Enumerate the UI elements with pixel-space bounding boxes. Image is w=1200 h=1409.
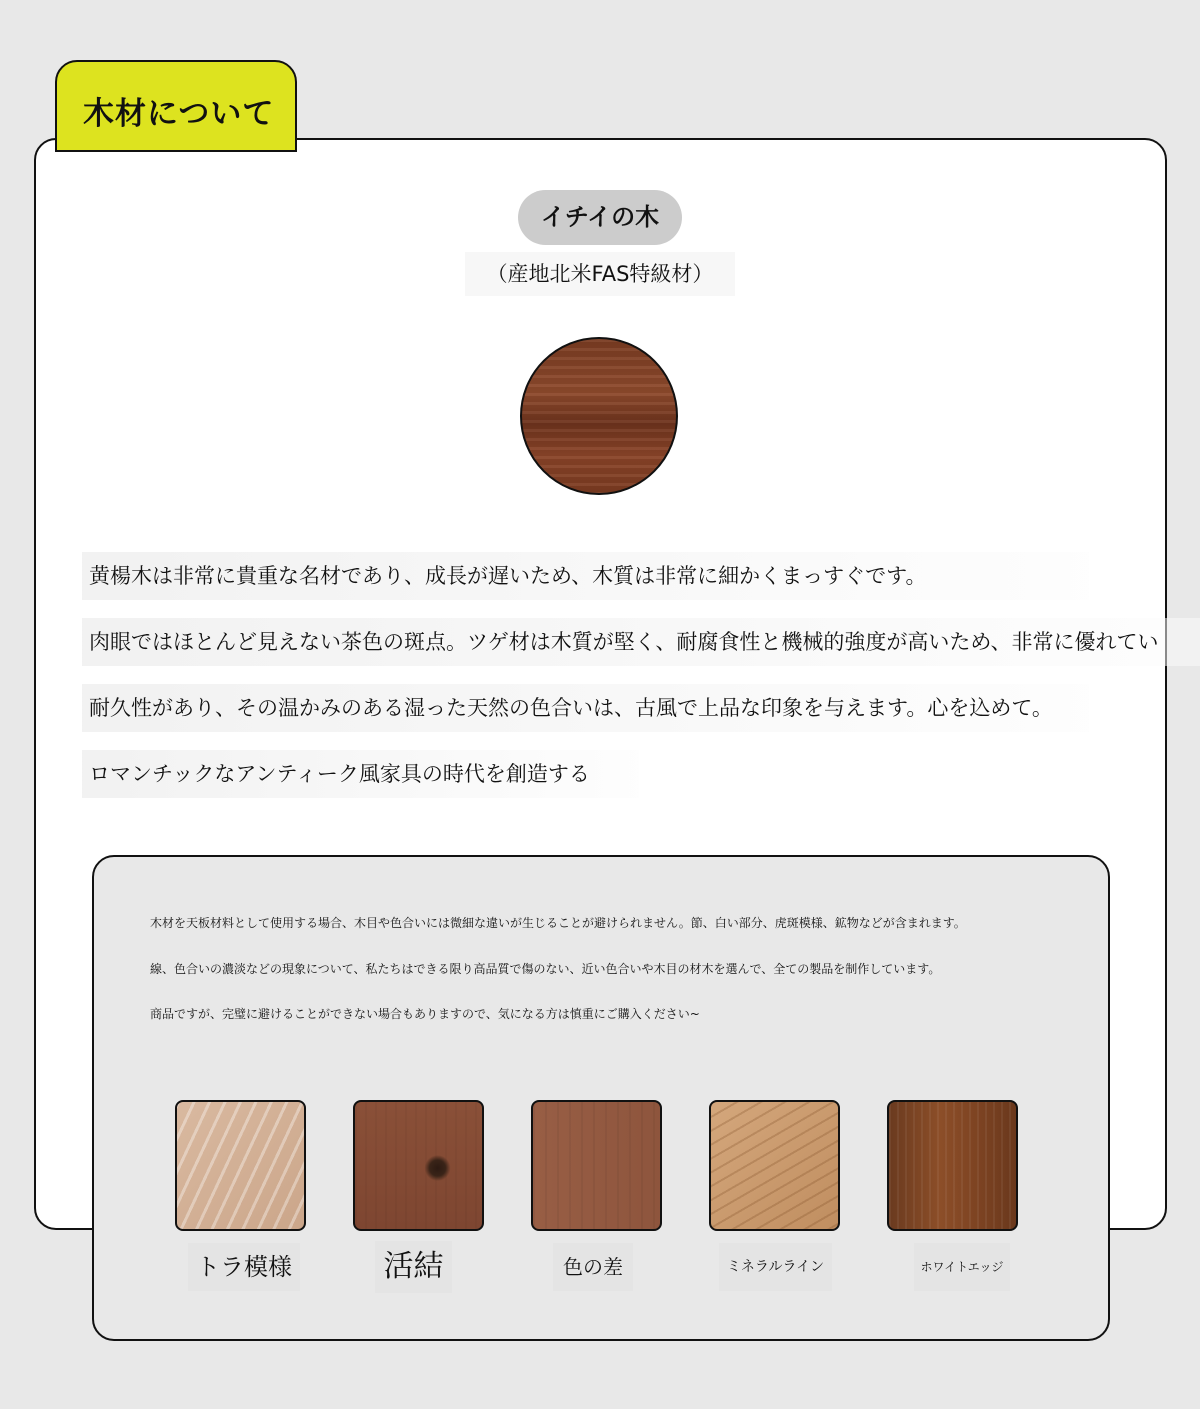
swatch-label-live-knot: 活結: [375, 1241, 452, 1293]
tiger-stripe-swatch-icon: [175, 1100, 306, 1231]
swatch-label-mineral-line: ミネラルライン: [719, 1243, 832, 1291]
description-line-1: 黄楊木は非常に貴重な名材であり、成長が遅いため、木質は非常に細かくまっすぐです。: [82, 552, 1089, 600]
swatch-label-color-difference: 色の差: [553, 1243, 633, 1291]
note-line-2: 線、色合いの濃淡などの現象について、私たちはできる限り高品質で傷のない、近い色合いや木目の材木を選んで、全ての製品を制作しています。: [150, 962, 941, 976]
description-line-3: 耐久性があり、その温かみのある湿った天然の色合いは、古風で上品な印象を与えます。心を込めて。: [82, 684, 1089, 732]
mineral-line-swatch-icon: [709, 1100, 840, 1231]
wood-origin: （産地北米FAS特級材）: [465, 252, 735, 296]
swatch-label-white-edge: ホワイトエッジ: [914, 1243, 1010, 1291]
wood-name-badge: イチイの木: [518, 190, 682, 245]
description-line-2: 肉眼ではほとんど見えない茶色の斑点。ツゲ材は木質が堅く、耐腐食性と機械的強度が高いため、非常に優れてい: [82, 618, 1200, 666]
color-difference-swatch-icon: [531, 1100, 662, 1231]
section-tab: [55, 60, 297, 152]
white-edge-swatch-icon: [887, 1100, 1018, 1231]
live-knot-swatch-icon: [353, 1100, 484, 1231]
note-line-3: 商品ですが、完璧に避けることができない場合もありますので、気になる方は慎重にご購入ください~: [150, 1007, 700, 1021]
description-line-4: ロマンチックなアンティーク風家具の時代を創造する: [82, 750, 639, 798]
wood-grain-icon: [520, 337, 678, 495]
note-line-1: 木材を天板材料として使用する場合、木目や色合いには微細な違いが生じることが避けられません。節、白い部分、虎斑模様、鉱物などが含まれます。: [150, 916, 966, 930]
swatch-label-tiger-stripe: トラ模様: [188, 1243, 300, 1291]
section-title: 木材について: [83, 96, 275, 132]
